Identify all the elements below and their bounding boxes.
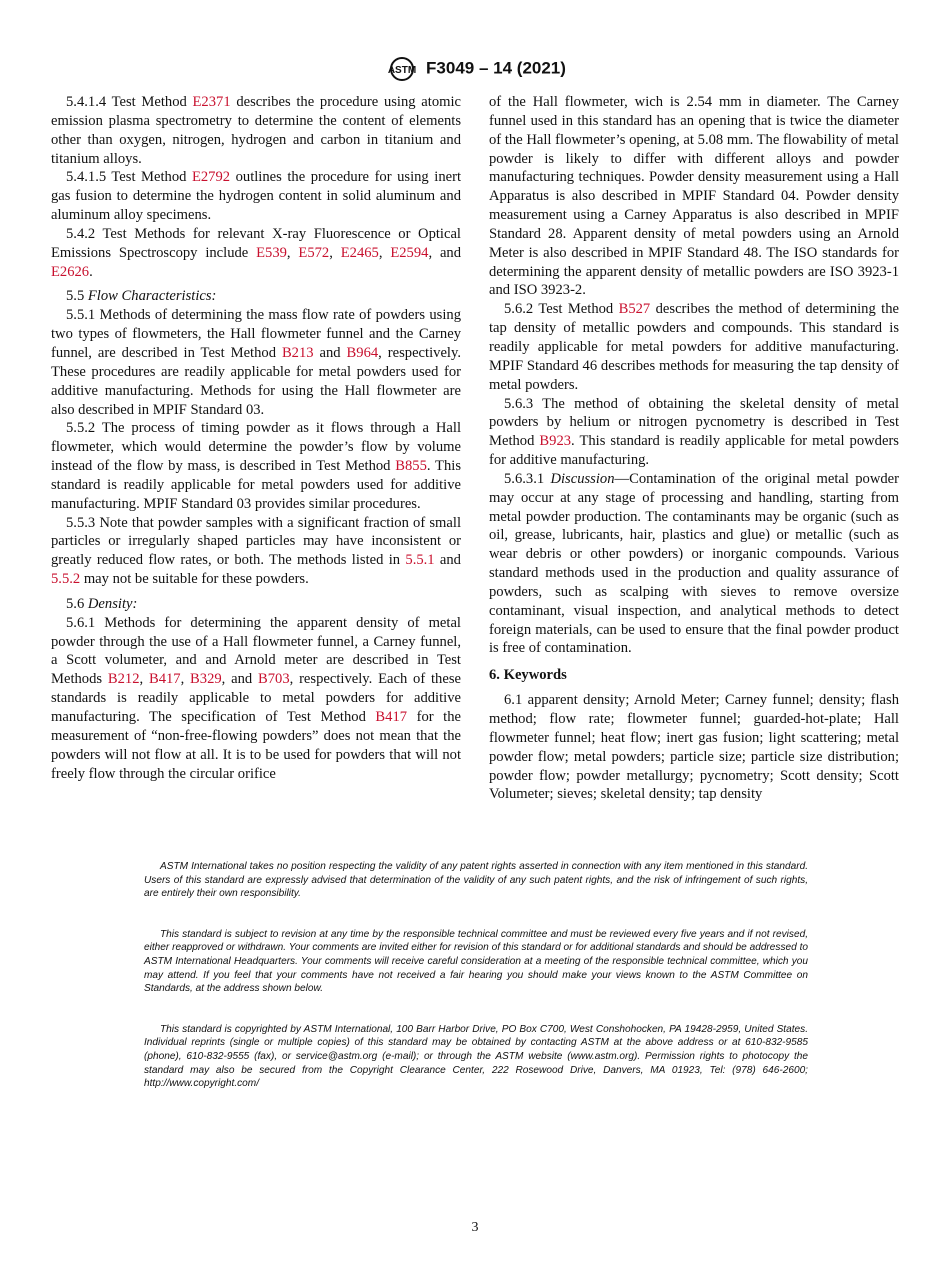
italic-text: Density: — [87, 595, 138, 612]
italic-text: Discussion — [550, 470, 615, 487]
text: , respectively. Each of these standards is readily applicable to metal powders for additive manufacturing. The specification of Test Method — [51, 671, 461, 725]
text: . This standard is readily applicable for metal powders for additive manufacturing. — [489, 433, 899, 469]
paragraph — [489, 691, 899, 804]
text: 5.4.1.4 Test Method — [66, 94, 193, 110]
text: 5.6.3.1 — [504, 470, 551, 487]
standard-link[interactable]: E2792 — [191, 169, 231, 186]
standard-link[interactable]: E2626 — [51, 263, 90, 280]
text: outlines the procedure for using inert gas fusion to determine the hydrogen content in solid aluminum and aluminum alloy specimens. — [51, 169, 462, 224]
text: . This standard is readily applicable for metal powders used for additive manufacturing. MPIF Standard 03 provides similar procedures. — [51, 458, 461, 512]
standard-link[interactable]: B855 — [395, 458, 427, 475]
text: 5.5.1 Methods of determining the mass flow rate of powders using two types of flowmeters, the Hall flowmeter funnel and the Carney funnel, are described in Test Method — [51, 307, 461, 361]
page-header — [0, 56, 950, 82]
text: 5.6 — [66, 595, 88, 612]
paragraph — [51, 614, 461, 784]
text: may not be suitable for these powders. — [80, 571, 309, 588]
standard-link[interactable]: B964 — [346, 344, 379, 361]
paragraph — [51, 93, 461, 168]
text: , — [180, 671, 191, 688]
standard-link[interactable]: 5.5.2 — [51, 571, 81, 588]
standard-link[interactable]: B417 — [375, 709, 408, 725]
astm-logo-icon — [384, 56, 420, 82]
standard-link[interactable]: B212 — [107, 671, 140, 688]
text: 5.6.3 The method of obtaining the skeletal density of metal powders by helium or nitrogen pycnometry is described in Test Method — [489, 395, 899, 450]
right-column — [489, 93, 899, 804]
standard-link[interactable]: E2594 — [390, 244, 429, 261]
paragraph — [51, 595, 461, 614]
footer-paragraph: This standard is subject to revision at any time by the responsible technical committee and must be reviewed every five years and if not revised, either reapproved or withdrawn. Your comments are invited either for revision of this standard or for additional standards and should be addressed to ASTM International Headquarters. Your comments will receive careful consideration at a meeting of the responsible technical committee, which you may attend. If you feel that your comments have not received a fair hearing you should make your views known to the ASTM Committee on Standards, at the address shown below. — [144, 928, 808, 995]
text: 5.5.3 Note that powder samples with a significant fraction of small particles or irregularly shaped particles may have inconsistent or greatly reduced flow rates, or both. The methods listed in — [51, 514, 461, 569]
standard-link[interactable]: B213 — [281, 344, 314, 361]
footer-notice — [144, 860, 808, 1118]
text: and — [313, 344, 347, 361]
text: and — [434, 552, 461, 569]
paragraph — [51, 287, 461, 306]
standard-link[interactable]: B703 — [258, 671, 290, 688]
paragraph — [51, 168, 461, 225]
paragraph — [489, 300, 899, 394]
text: 5.5.2 The process of timing powder as it flows through a Hall flowmeter, which would determine the powder’s flow by volume instead of the flow by mass, is described in Test Method — [51, 420, 461, 475]
standard-link[interactable]: E2465 — [340, 244, 379, 261]
standard-link[interactable]: B329 — [190, 671, 222, 688]
standard-link[interactable]: E2371 — [192, 94, 231, 110]
standard-link[interactable]: B923 — [539, 433, 572, 450]
paragraph — [489, 93, 899, 300]
footer-paragraph: This standard is copyrighted by ASTM International, 100 Barr Harbor Drive, PO Box C700, West Conshohocken, PA 19428-2959, United States. Individual reprints (single or multiple copies) of this standard may be obtained by contacting ASTM at the above address or at 610-832-9585 (phone), 610-832-9555 (fax), or service@astm.org (e-mail); or through the ASTM website (www.astm.org). Permission rights to photocopy the standard may also be secured from the Copyright Clearance Center, 222 Rosewood Drive, Danvers, MA 01923, Tel: (978) 646-2600; http://www.copyright.com/ — [144, 1023, 808, 1090]
text: for the measurement of “non-free-flowing powders” does not mean that the powders will not flow at all. It is to be used for powders that will not freely flow through the circular orifice — [51, 709, 461, 782]
text: 5.5 — [66, 288, 88, 305]
text: , — [329, 244, 341, 261]
text: of the Hall flowmeter, wich is 2.54 mm in diameter. The Carney funnel used in this standard has an opening that is twice the diameter of the Hall flowmeter’s opening, at 5.08 mm. The flowability of metal powder is likely to differ with different alloys and powder manufacturing techniques. Powder density measurement using a Hall Apparatus is also described in MPIF Standard 04. Powder density measurement using a Carney Apparatus is also described in MPIF Standard 28. Apparent density of metal powders using an Arnold Meter is also described in MPIF Standard 48. The ISO standards for determining the apparent density of metallic powders are ISO 3923-1 and ISO 3923-2. — [489, 94, 899, 299]
text: 5.6.2 Test Method — [504, 301, 619, 318]
paragraph — [51, 514, 461, 589]
standard-link[interactable]: B527 — [618, 301, 651, 318]
section-heading — [489, 666, 899, 685]
standard-link[interactable]: E539 — [256, 244, 287, 261]
standard-link[interactable]: B417 — [148, 671, 181, 688]
text: , — [139, 671, 149, 688]
text: , — [286, 244, 299, 261]
text: describes the method of determining the tap density of metallic powders and compounds. This standard is readily applicable for metal powders for additive manufacturing. MPIF Standard 46 describes methods for measuring the tap density of metal powders. — [489, 301, 899, 393]
text: 6. Keywords — [489, 667, 567, 684]
svg-text:ASTM: ASTM — [387, 65, 417, 76]
text: 5.4.1.5 Test Method — [66, 169, 192, 186]
footer-paragraph: ASTM International takes no position respecting the validity of any patent rights asserted in connection with any item mentioned in this standard. Users of this standard are expressly advised that determination of the validity of any such patent rights, and the risk of infringement of such rights, are entirely their own responsibility. — [144, 861, 808, 900]
standard-link[interactable]: 5.5.1 — [405, 552, 435, 569]
paragraph — [51, 419, 461, 513]
italic-text: Flow Characteristics: — [87, 288, 217, 305]
page-number: 3 — [471, 1220, 479, 1235]
text: , respectively. These procedures are readily applicable for metal powders used for additive manufacturing. Methods for using the Hall flowmeter are also described in MPIF Standard 03. — [51, 344, 461, 418]
text: , and — [221, 671, 258, 688]
text: describes the procedure using atomic emission plasma spectrometry to determine the content of elements other than oxygen, nitrogen, hydrogen and carbon in titanium and titanium alloys. — [51, 94, 461, 167]
text: —Contamination of the original metal powder may occur at any stage of processing and handling, starting from metal powder production. The contaminants may be organic (such as oil, grease, lubricants, hair, plastics and glue) or metallic (such as wear debris or other powders) or inorganic compounds. Various standard methods used in the production and quality assurance of powders, such as scalping with sieves to remove oversize contaminant, visual inspection, and analytical methods to detect foreign materials, can be used to ensure that the final powder product is free of contamination. — [489, 470, 900, 657]
text: 5.4.2 Test Methods for relevant X-ray Fluorescence or Optical Emissions Spectroscopy include — [51, 225, 461, 261]
paragraph — [51, 306, 461, 419]
left-column — [51, 93, 461, 783]
text: , and — [428, 244, 462, 261]
text: , — [378, 244, 391, 261]
paragraph — [489, 470, 899, 658]
text: 5.6.1 Methods for determining the apparent density of metal powder through the use of a Hall flowmeter funnel, a Carney funnel, a Scott volumeter, and and Arnold meter are described in Test Methods — [51, 614, 461, 688]
paragraph — [51, 225, 461, 282]
designation: F3049 – 14 (2021) — [426, 58, 566, 78]
standard-link[interactable]: E572 — [298, 244, 330, 261]
text: . — [89, 263, 93, 280]
text: 6.1 apparent density; Arnold Meter; Carney funnel; density; flash method; flow rate; flowmeter funnel; guarded-hot-plate; Hall flowmeter funnel; heat flow; inert gas fusion; light scattering; metal powder flow; metal powders; particle size; particle size distribution; powder flow; powder metallurgy; pycnometry; Scott density; Scott Volumeter; sieves; skeletal density; tap density — [489, 692, 899, 803]
paragraph — [489, 395, 899, 470]
